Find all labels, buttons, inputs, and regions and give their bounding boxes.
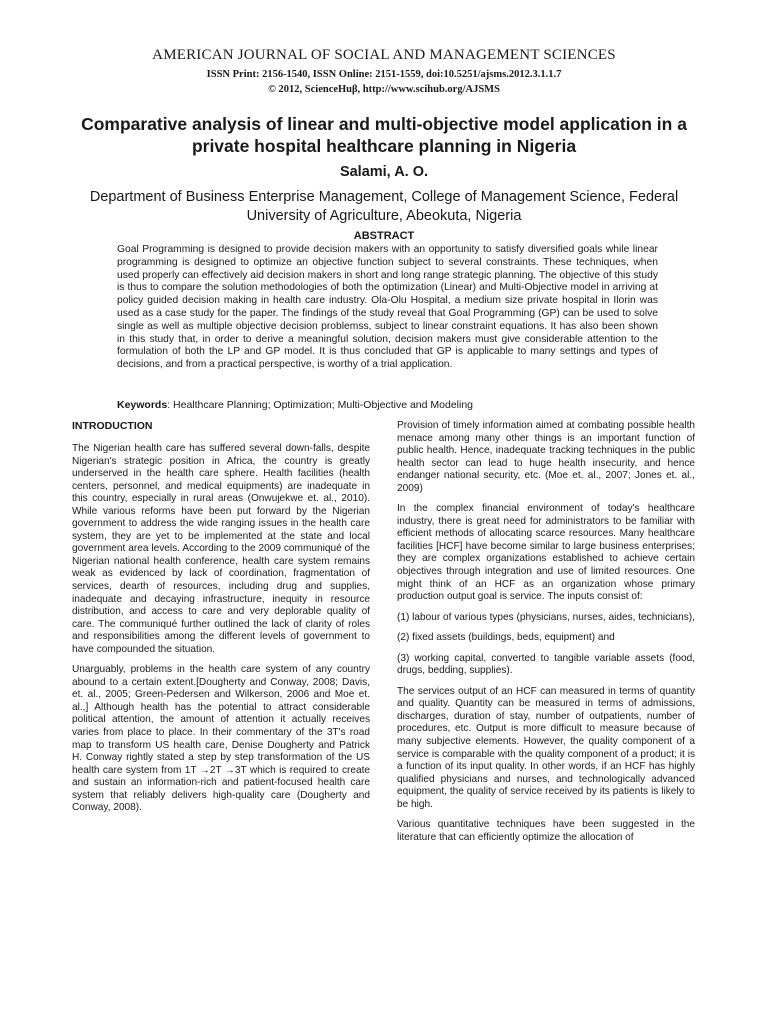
input-item-2: (2) fixed assets (buildings, beds, equipment) and	[397, 632, 615, 644]
keywords-label: Keywords	[117, 399, 168, 411]
section-heading-introduction: INTRODUCTION	[72, 420, 153, 432]
issn-line: ISSN Print: 2156-1540, ISSN Online: 2151-1559, doi:10.5251/ajsms.2012.3.1.1.7	[206, 69, 562, 80]
journal-name: AMERICAN JOURNAL OF SOCIAL AND MANAGEMENT SCIENCES	[152, 47, 616, 63]
left-column	[72, 420, 370, 823]
intro-paragraph-1: The Nigerian health care has suffered several down-falls, despite Nigerian's strategic position in Africa, the country is greatly underserved in the health care sphere. Health facilities (health centers, personnel, and medical equipments) are inadequate in this country, especially in rural areas (Onwujekwe et. al., 2010). While various reforms have been put forward by the Nigerian government to address the wide ranging issues in the health care system, they are yet to be implemented at the state and local government area levels. According to the 2009 communiqué of the Nigerian national health conference, health care system remains weak as evidenced by lack of coordination, fragmentation of services, dearth of resources, including drug and supplies, inadequate and decaying infrastructure, inequity in resource distribution, and access to care and very deplorable quality of care. The communiqué further outlined the lack of clarity of roles and responsibilities among the different levels of government to have compounded the situation.	[72, 443, 370, 655]
keywords	[117, 399, 677, 412]
right-paragraph-1: Provision of timely information aimed at combating possible health menace among many other things is an important function of public health. Hence, inadequate tracking techniques in the public health sector can lead to huge health insecurity, and hence endanger national security, etc. (Moe et. al., 2007; Jones et. al., 2009)	[397, 420, 695, 494]
keywords-text: : Healthcare Planning; Optimization; Multi-Objective and Modeling	[167, 399, 474, 411]
input-item-1: (1) labour of various types (physicians, nurses, aides, technicians),	[397, 611, 695, 623]
right-paragraph-6: The services output of an HCF can measured in terms of quantity and quality. Quantity can be measured in terms of admissions, discharges, duration of stay, number of outpatients, number of procedures, etc. Output is more difficult to measure because of many subjective elements. However, the quality component of a service is comparable with the quality component of a product; it is a function of its input quality. In other words, if an HCF has highly qualified physicians and nurses, and technologically advanced equipment, the quality of service received by its patients is likely to be high.	[397, 685, 695, 810]
paper-title: Comparative analysis of linear and multi-objective model application in a private hospital healthcare planning in Nigeria	[81, 114, 687, 156]
right-paragraph-2: In the complex financial environment of today's healthcare industry, there is great need for administrators to be familiar with efficient methods of allocating scarce resources. Many healthcare facilities [HCF] have become similar to large business enterprises; they are complex organizations established to achieve certain objectives through integration and use of limited resources. One might think of an HCF as an organization whose primary production output goal is service. The inputs consist of:	[397, 503, 695, 603]
author: Salami, A. O.	[339, 164, 429, 180]
right-paragraph-7: Various quantitative techniques have been suggested in the literature that can efficiently optimize the allocation of	[397, 819, 695, 843]
copyright-line: © 2012, ScienceHuβ, http://www.scihub.org/AJSMS	[268, 84, 500, 95]
affiliation: Department of Business Enterprise Management, College of Management Science, Federal University of Agriculture, Abeokuta, Nigeria	[89, 189, 679, 224]
abstract-text: Goal Programming is designed to provide decision makers with an opportunity to satisfy diversified goals while linear programming is designed to optimize an objective function subject to several constraints. These techniques, when used properly can effectively aid decision makers in short and long range strategic planning. The objective of this study is thus to compare the solution methodologies of both the optimization (Linear) and Multi-Objective model in arriving at policy guided decision making in health care industry. Ola-Olu Hospital, a medium size private hospital in Ilorin was used as a case study for the paper. The findings of the study reveal that Goal Programming (GP) can be used to solve single as well as multiple objective decision problemss, subject to linear constraint equations. It has also been shown in this study that, in order to derive a meaningful solution, decision makers must give considerable attention to the formulation of both the LP and GP model. It is thus concluded that GP is applicable to many settings and types of decisions, and from a practical perspective, is worthy of a trial application.	[117, 244, 658, 371]
right-column	[397, 420, 695, 852]
input-item-3: (3) working capital, converted to tangible variable assets (food, drugs, bedding, supplies).	[397, 652, 695, 677]
abstract-heading: ABSTRACT	[353, 230, 415, 242]
intro-paragraph-2: Unarguably, problems in the health care system of any country abound to a certain extent.[Dougherty and Conway, 2008; Davis, et. al., 2005; Green-Pedersen and Wilkerson, 2006 and Moe et. al.,] Although health has the potential to attract considerable political attention, the amount of attention it actually receives varies from place to place. In their commentary of the 3T's road map to transform US health care, Denise Dougherty and Patrick H. Conway rightly stated a step by step transformation of the US health care system from 1T →2T →3T which is required to create and sustain an information-rich and patient-focused health care system that reliably delivers high-quality care (Dougherty and Conway, 2008).	[72, 664, 370, 814]
